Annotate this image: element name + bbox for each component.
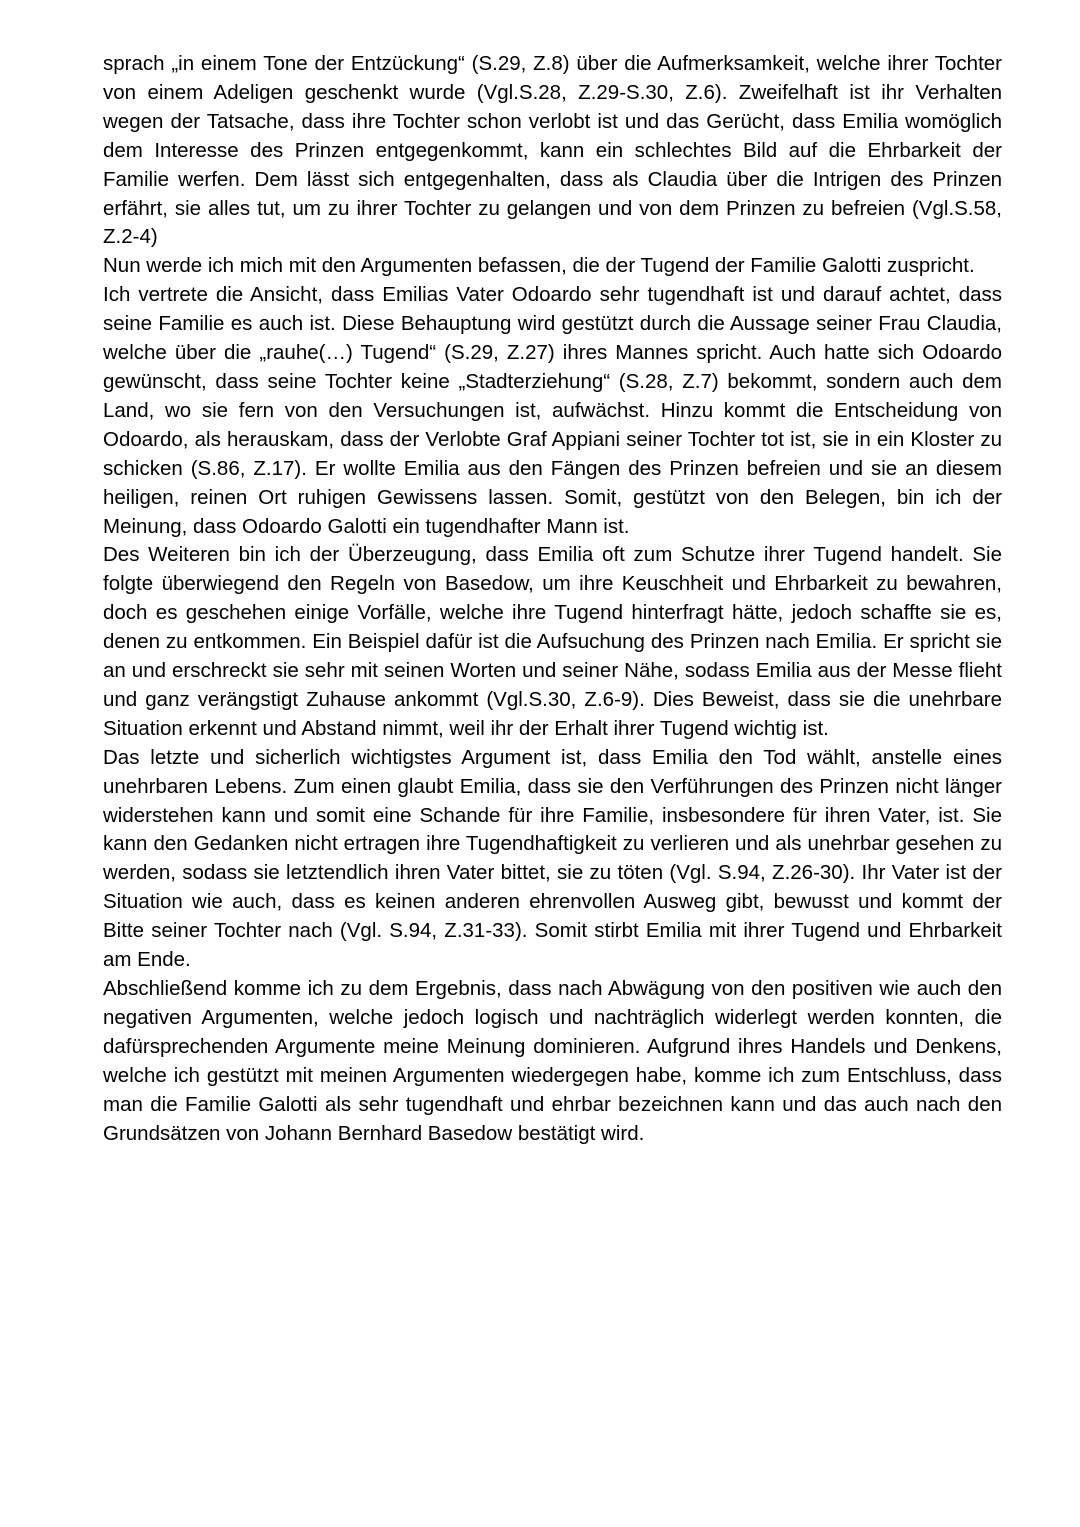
- paragraph-conclusion: Abschließend komme ich zu dem Ergebnis, dass nach Abwägung von den positiven wie auch den negativen Argumenten, welche jedoch logisch und nachträglich widerlegt werden konnten, die dafürsprechenden Argumente meine Meinung dominieren. Aufgrund ihres Handels und Denkens, welche ich gestützt mit meinen Argumenten wiedergegen habe, komme ich zum Entschluss, dass man die Familie Galotti als sehr tugendhaft und ehrbar bezeichnen kann und das auch nach den Grundsätzen von Johann Bernhard Basedow bestätigt wird.: [103, 977, 1002, 1145]
- document-page: [103, 50, 1002, 1148]
- paragraph-emilia-chooses-death: Das letzte und sicherlich wichtigstes Argument ist, dass Emilia den Tod wählt, anstelle eines unehrbaren Lebens. Zum einen glaubt Emilia, dass sie den Verführungen des Prinzen nicht länger widerstehen kann und somit eine Schande für ihre Familie, insbesondere für ihren Vater, ist. Sie kann den Gedanken nicht ertragen ihre Tugendhaftigkeit zu verlieren und als unehrbar gesehen zu werden, sodass sie letztendlich ihren Vater bittet, sie zu töten (Vgl. S.94, Z.26-30). Ihr Vater ist der Situation wie auch, dass es keinen anderen ehrenvollen Ausweg gibt, bewusst und kommt der Bitte seiner Tochter nach (Vgl. S.94, Z.31-33). Somit stirbt Emilia mit ihrer Tugend und Ehrbarkeit am Ende.: [103, 745, 1002, 972]
- paragraph-odoardo-virtue: Ich vertrete die Ansicht, dass Emilias Vater Odoardo sehr tugendhaft ist und darauf achtet, dass seine Familie es auch ist. Diese Behauptung wird gestützt durch die Aussage seiner Frau Claudia, welche über die „rauhe(…) Tugend“ (S.29, Z.27) ihres Mannes spricht. Auch hatte sich Odoardo gewünscht, dass seine Tochter keine „Stadterziehung“ (S.28, Z.7) bekommt, sondern auch dem Land, wo sie fern von den Versuchungen ist, aufwächst. Hinzu kommt die Entscheidung von Odoardo, als herauskam, dass der Verlobte Graf Appiani seiner Tochter tot ist, sie in ein Kloster zu schicken (S.86, Z.17). Er wollte Emilia aus den Fängen des Prinzen befreien und sie an diesem heiligen, reinen Ort ruhigen Gewissens lassen. Somit, gestützt von den Belegen, bin ich der Meinung, dass Odoardo Galotti ein tugendhafter Mann ist.: [103, 283, 1002, 538]
- paragraph-claudia-ambivalence: sprach „in einem Tone der Entzückung“ (S.29, Z.8) über die Aufmerksamkeit, welche ihrer Tochter von einem Adeligen geschenkt wurde (Vgl.S.28, Z.29-S.30, Z.6). Zweifelhaft ist ihr Verhalten wegen der Tatsache, dass ihre Tochter schon verlobt ist und das Gerücht, dass Emilia womöglich dem Interesse des Prinzen entgegenkommt, kann ein schlechtes Bild auf die Ehrbarkeit der Familie werfen. Dem lässt sich entgegenhalten, dass als Claudia über die Intrigen des Prinzen erfährt, sie alles tut, um zu ihrer Tochter zu gelangen und von dem Prinzen zu befreien (Vgl.S.58, Z.2-4): [103, 52, 1002, 249]
- paragraph-emilia-protects-virtue: Des Weiteren bin ich der Überzeugung, dass Emilia oft zum Schutze ihrer Tugend handelt. Sie folgte überwiegend den Regeln von Basedow, um ihre Keuschheit und Ehrbarkeit zu bewahren, doch es geschehen einige Vorfälle, welche ihre Tugend hinterfragt hätte, jedoch schaffte sie es, denen zu entkommen. Ein Beispiel dafür ist die Aufsuchung des Prinzen nach Emilia. Er spricht sie an und erschreckt sie sehr mit seinen Worten und seiner Nähe, sodass Emilia aus der Messe flieht und ganz verängstigt Zuhause ankommt (Vgl.S.30, Z.6-9). Dies Beweist, dass sie die unehrbare Situation erkennt und Abstand nimmt, weil ihr der Erhalt ihrer Tugend wichtig ist.: [103, 543, 1002, 740]
- paragraph-transition-to-virtue: Nun werde ich mich mit den Argumenten befassen, die der Tugend der Familie Galotti zuspricht.: [103, 254, 975, 278]
